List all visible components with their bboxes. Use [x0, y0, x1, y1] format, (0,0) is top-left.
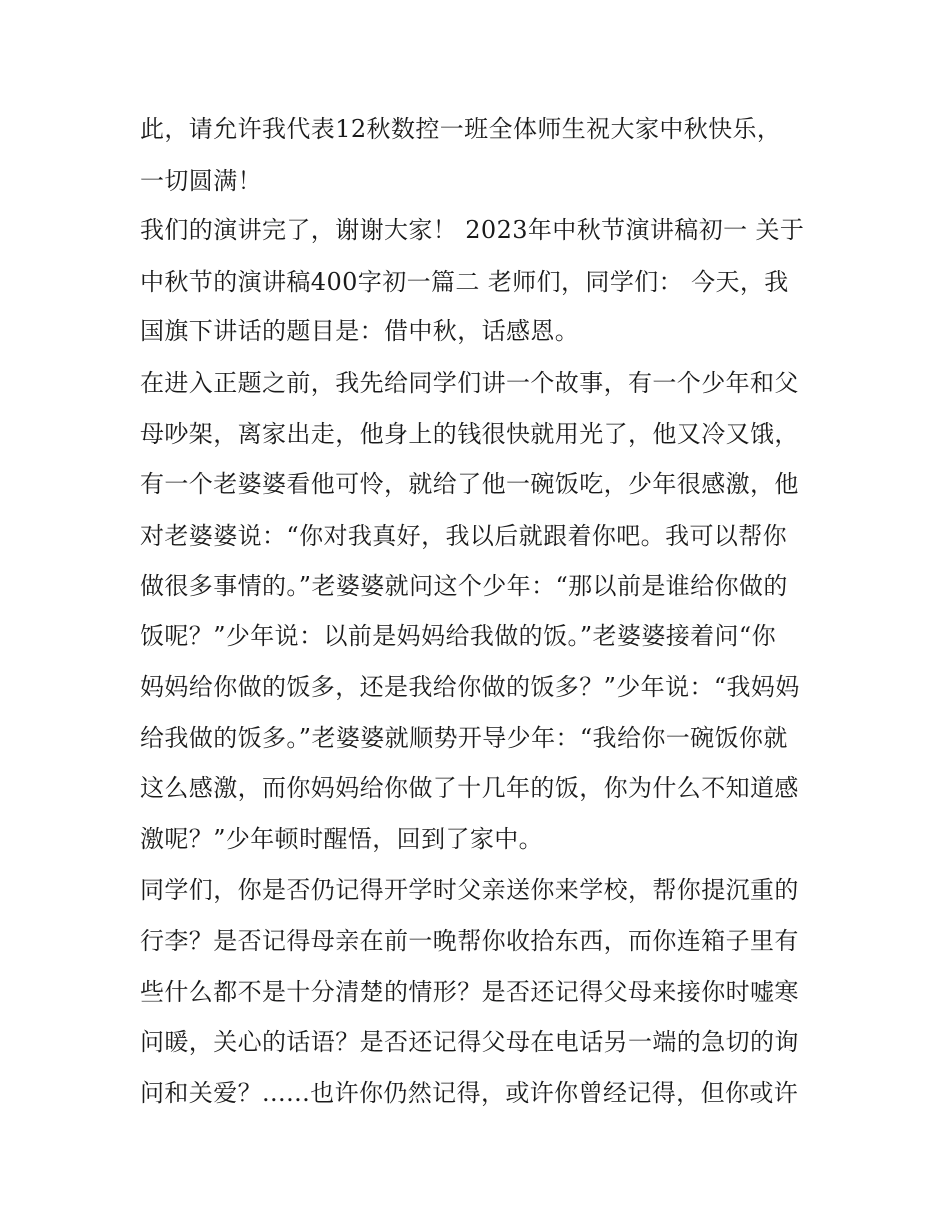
text-line: 母吵架，离家出走，他身上的钱很快就用光了，他又冷又饿， — [140, 420, 799, 448]
text-line: 中秋节的演讲稿400字初一篇二 老师们，同学们： 今天，我 — [140, 268, 789, 296]
text-line: 激呢？”少年顿时醒悟，回到了家中。 — [140, 825, 544, 853]
text-line: 行李？是否记得母亲在前一晚帮你收拾东西，而你连箱子里有 — [140, 927, 799, 955]
text-line: 有一个老婆婆看他可怜，就给了他一碗饭吃，少年很感激，他 — [140, 470, 799, 498]
text-line: 国旗下讲话的题目是：借中秋，话感恩。 — [140, 317, 580, 345]
text-line: 此，请允许我代表12秋数控一班全体师生祝大家中秋快乐， — [140, 115, 782, 143]
text-line: 饭呢？”少年说：以前是妈妈给我做的饭。”老婆婆接着问“你 — [140, 622, 777, 650]
text-line: 一切圆满！ — [140, 167, 262, 195]
text-line: 做很多事情的。”老婆婆就问这个少年：“那以前是谁给你做的 — [140, 572, 788, 600]
text-line: 妈妈给你做的饭多，还是我给你做的饭多？”少年说：“我妈妈 — [140, 673, 800, 701]
text-line: 些什么都不是十分清楚的情形？是否还记得父母来接你时嘘寒 — [140, 978, 799, 1006]
text-line: 这么感激，而你妈妈给你做了十几年的饭，你为什么不知道感 — [140, 774, 799, 802]
text-line: 问暖，关心的话语？是否还记得父母在电话另一端的急切的询 — [140, 1028, 799, 1056]
text-line: 我们的演讲完了，谢谢大家！ 2023年中秋节演讲稿初一 关于 — [140, 216, 805, 244]
text-line: 问和关爱？......也许你仍然记得，或许你曾经记得，但你或许 — [140, 1079, 799, 1107]
text-line: 给我做的饭多。”老婆婆就顺势开导少年：“我给你一碗饭你就 — [140, 724, 788, 752]
text-line: 在进入正题之前，我先给同学们讲一个故事，有一个少年和父 — [140, 369, 799, 397]
text-line: 对老婆婆说：“你对我真好，我以后就跟着你吧。我可以帮你 — [140, 522, 788, 550]
text-line: 同学们，你是否仍记得开学时父亲送你来学校，帮你提沉重的 — [140, 876, 799, 904]
